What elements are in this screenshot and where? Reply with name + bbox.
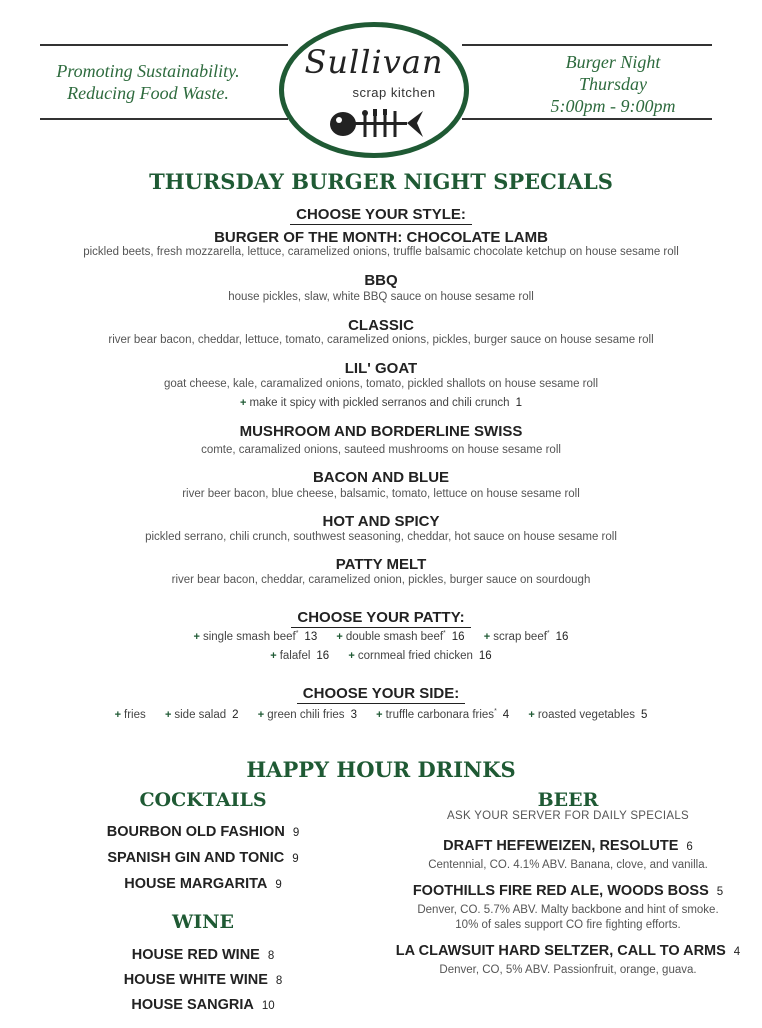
plus-icon: + bbox=[240, 397, 247, 409]
restaurant-logo bbox=[279, 22, 469, 158]
patty-option-price: 16 bbox=[555, 630, 569, 643]
cocktail-price: 9 bbox=[292, 853, 299, 865]
patty-option-name: double smash beef bbox=[345, 630, 444, 643]
side-heading-text: CHOOSE YOUR SIDE: bbox=[297, 685, 465, 704]
raw-warning-star: * bbox=[494, 708, 497, 715]
event-day: Thursday bbox=[578, 74, 647, 94]
wine-name: HOUSE WHITE WINE bbox=[123, 972, 268, 988]
plus-icon: + bbox=[336, 630, 343, 643]
patty-option-price: 16 bbox=[451, 630, 465, 643]
header-rule-left-bottom bbox=[40, 118, 288, 120]
wine-price: 8 bbox=[267, 950, 275, 962]
patty-option bbox=[484, 630, 569, 643]
side-option bbox=[258, 709, 357, 721]
patty-option-name: scrap beef bbox=[493, 630, 547, 643]
raw-warning-star: * bbox=[295, 630, 299, 637]
logo-subtitle: scrap kitchen bbox=[352, 85, 436, 100]
addon-price: 1 bbox=[515, 397, 522, 409]
burger-desc: goat cheese, kale, caramalized onions, tomato, pickled shallots on house sesame roll bbox=[163, 378, 599, 390]
burger-desc: pickled serrano, chili crunch, southwest seasoning, cheddar, hot sauce on house sesame roll bbox=[145, 531, 617, 543]
tagline-line-2: Reducing Food Waste. bbox=[67, 83, 229, 103]
fish-skeleton-icon bbox=[329, 107, 425, 141]
wine-item bbox=[60, 947, 346, 963]
burger-desc: river bear bacon, cheddar, caramelized onion, pickles, burger sauce on sourdough bbox=[171, 574, 591, 586]
cocktail-price: 9 bbox=[292, 827, 300, 839]
beer-desc: Denver, CO. 5.7% ABV. Malty backbone and hint of smoke. bbox=[417, 904, 719, 916]
side-option-price: 5 bbox=[641, 708, 648, 721]
burger-name: LIL' GOAT bbox=[344, 360, 418, 377]
burger-desc: river bear bacon, cheddar, lettuce, tomato, caramelized onions, pickles, burger sauce on house sesame roll bbox=[108, 334, 654, 346]
header-rule-right-bottom bbox=[462, 118, 712, 120]
burger-name: BURGER OF THE MONTH: CHOCOLATE LAMB bbox=[214, 229, 548, 246]
side-option-name: truffle carbonara fries bbox=[385, 708, 495, 721]
side-option-name: green chili fries bbox=[267, 708, 345, 721]
plus-icon: + bbox=[257, 708, 265, 721]
side-option-price: 4 bbox=[502, 708, 510, 721]
burger-desc: pickled beets, fresh mozzarella, lettuce, caramelized onions, truffle balsamic chocolate ketchup on house sesame roll bbox=[83, 246, 679, 258]
style-heading-text: CHOOSE YOUR STYLE: bbox=[290, 206, 472, 225]
cocktail-item bbox=[60, 824, 346, 840]
tagline-line-1: Promoting Sustainability. bbox=[56, 61, 240, 81]
wine-name: HOUSE SANGRIA bbox=[131, 997, 254, 1013]
patty-option bbox=[270, 650, 329, 662]
patty-options-row-2 bbox=[0, 650, 762, 662]
tagline bbox=[30, 60, 266, 104]
event-info bbox=[500, 51, 726, 117]
side-option bbox=[115, 709, 146, 721]
beer-title: BEER bbox=[537, 789, 599, 811]
beer-note: ASK YOUR SERVER FOR DAILY SPECIALS bbox=[447, 810, 689, 822]
patty-option bbox=[348, 650, 491, 662]
beer-name: LA CLAWSUIT HARD SELTZER, CALL TO ARMS bbox=[395, 943, 726, 959]
side-option bbox=[528, 709, 647, 721]
side-option-name: roasted vegetables bbox=[537, 708, 636, 721]
style-heading bbox=[0, 206, 762, 225]
plus-icon: + bbox=[164, 708, 172, 721]
addon-text: make it spicy with pickled serranos and chili crunch bbox=[249, 397, 510, 409]
raw-warning-star: * bbox=[443, 630, 446, 637]
cocktails-title: COCKTAILS bbox=[139, 789, 267, 811]
burger-name: BBQ bbox=[364, 272, 398, 289]
side-option bbox=[376, 708, 509, 721]
patty-heading bbox=[0, 609, 762, 628]
beer-item bbox=[390, 883, 746, 899]
logo-name: Sullivan bbox=[304, 43, 444, 81]
wine-title: WINE bbox=[171, 911, 235, 933]
beer-name: DRAFT HEFEWEIZEN, RESOLUTE bbox=[443, 838, 679, 854]
wine-price: 8 bbox=[275, 975, 283, 987]
beer-desc: 10% of sales support CO fire fighting efforts. bbox=[455, 919, 681, 931]
plus-icon: + bbox=[114, 708, 121, 721]
patty-option-name: single smash beef bbox=[202, 630, 296, 643]
event-hours: 5:00pm - 9:00pm bbox=[550, 96, 676, 116]
patty-option bbox=[336, 630, 464, 643]
beer-desc: Centennial, CO. 4.1% ABV. Banana, clove, and vanilla. bbox=[428, 859, 708, 871]
patty-options-row-1 bbox=[0, 630, 762, 643]
wine-price: 10 bbox=[261, 1000, 275, 1012]
cocktail-name: HOUSE MARGARITA bbox=[124, 876, 268, 892]
burger-desc: river beer bacon, blue cheese, balsamic, tomato, lettuce on house sesame roll bbox=[182, 488, 580, 500]
burger-name: MUSHROOM AND BORDERLINE SWISS bbox=[239, 423, 523, 440]
happy-hour-title: HAPPY HOUR DRINKS bbox=[246, 757, 516, 782]
wine-item bbox=[60, 972, 346, 988]
patty-option-name: falafel bbox=[279, 650, 311, 662]
burger-name: HOT AND SPICY bbox=[322, 513, 440, 530]
burger-name: BACON AND BLUE bbox=[312, 469, 450, 486]
side-option-price: 2 bbox=[232, 708, 239, 721]
side-option-name: fries bbox=[124, 708, 146, 721]
burger-desc: house pickles, slaw, white BBQ sauce on house sesame roll bbox=[228, 291, 534, 303]
patty-heading-text: CHOOSE YOUR PATTY: bbox=[291, 609, 470, 628]
cocktail-price: 9 bbox=[275, 879, 282, 891]
header-rule-left-top bbox=[40, 44, 288, 46]
patty-option-price: 13 bbox=[304, 630, 318, 643]
header-rule-right-top bbox=[462, 44, 712, 46]
beer-price: 6 bbox=[686, 841, 693, 853]
wine-name: HOUSE RED WINE bbox=[131, 947, 260, 963]
beer-price: 5 bbox=[716, 886, 724, 898]
side-heading bbox=[0, 685, 762, 704]
plus-icon: + bbox=[483, 630, 491, 643]
cocktail-item bbox=[60, 850, 346, 866]
beer-price: 4 bbox=[733, 946, 741, 958]
raw-warning-star: * bbox=[546, 630, 550, 637]
patty-option-name: cornmeal fried chicken bbox=[357, 650, 473, 662]
burger-addon bbox=[0, 397, 762, 409]
burger-name: PATTY MELT bbox=[335, 556, 427, 573]
specials-title: THURSDAY BURGER NIGHT SPECIALS bbox=[149, 169, 613, 194]
beer-name: FOOTHILLS FIRE RED ALE, WOODS BOSS bbox=[412, 883, 709, 899]
cocktail-item bbox=[60, 876, 346, 892]
plus-icon: + bbox=[348, 650, 355, 662]
burger-name: CLASSIC bbox=[348, 317, 414, 334]
cocktail-name: SPANISH GIN AND TONIC bbox=[107, 850, 285, 866]
plus-icon: + bbox=[193, 630, 200, 643]
cocktail-name: BOURBON OLD FASHION bbox=[106, 824, 285, 840]
event-name: Burger Night bbox=[565, 52, 661, 72]
side-option-price: 3 bbox=[350, 708, 357, 721]
patty-option-price: 16 bbox=[316, 650, 330, 662]
wine-item bbox=[60, 997, 346, 1013]
plus-icon: + bbox=[376, 708, 383, 721]
patty-option-price: 16 bbox=[478, 650, 492, 662]
patty-option bbox=[194, 630, 318, 643]
burger-desc: comte, caramalized onions, sauteed mushrooms on house sesame roll bbox=[201, 444, 561, 456]
beer-item bbox=[390, 838, 746, 854]
beer-desc: Denver, CO, 5% ABV. Passionfruit, orange, guava. bbox=[439, 964, 697, 976]
side-option bbox=[165, 709, 239, 721]
plus-icon: + bbox=[528, 708, 535, 721]
side-options-row bbox=[0, 708, 762, 721]
beer-item bbox=[390, 943, 746, 959]
plus-icon: + bbox=[270, 650, 277, 662]
side-option-name: side salad bbox=[174, 708, 227, 721]
